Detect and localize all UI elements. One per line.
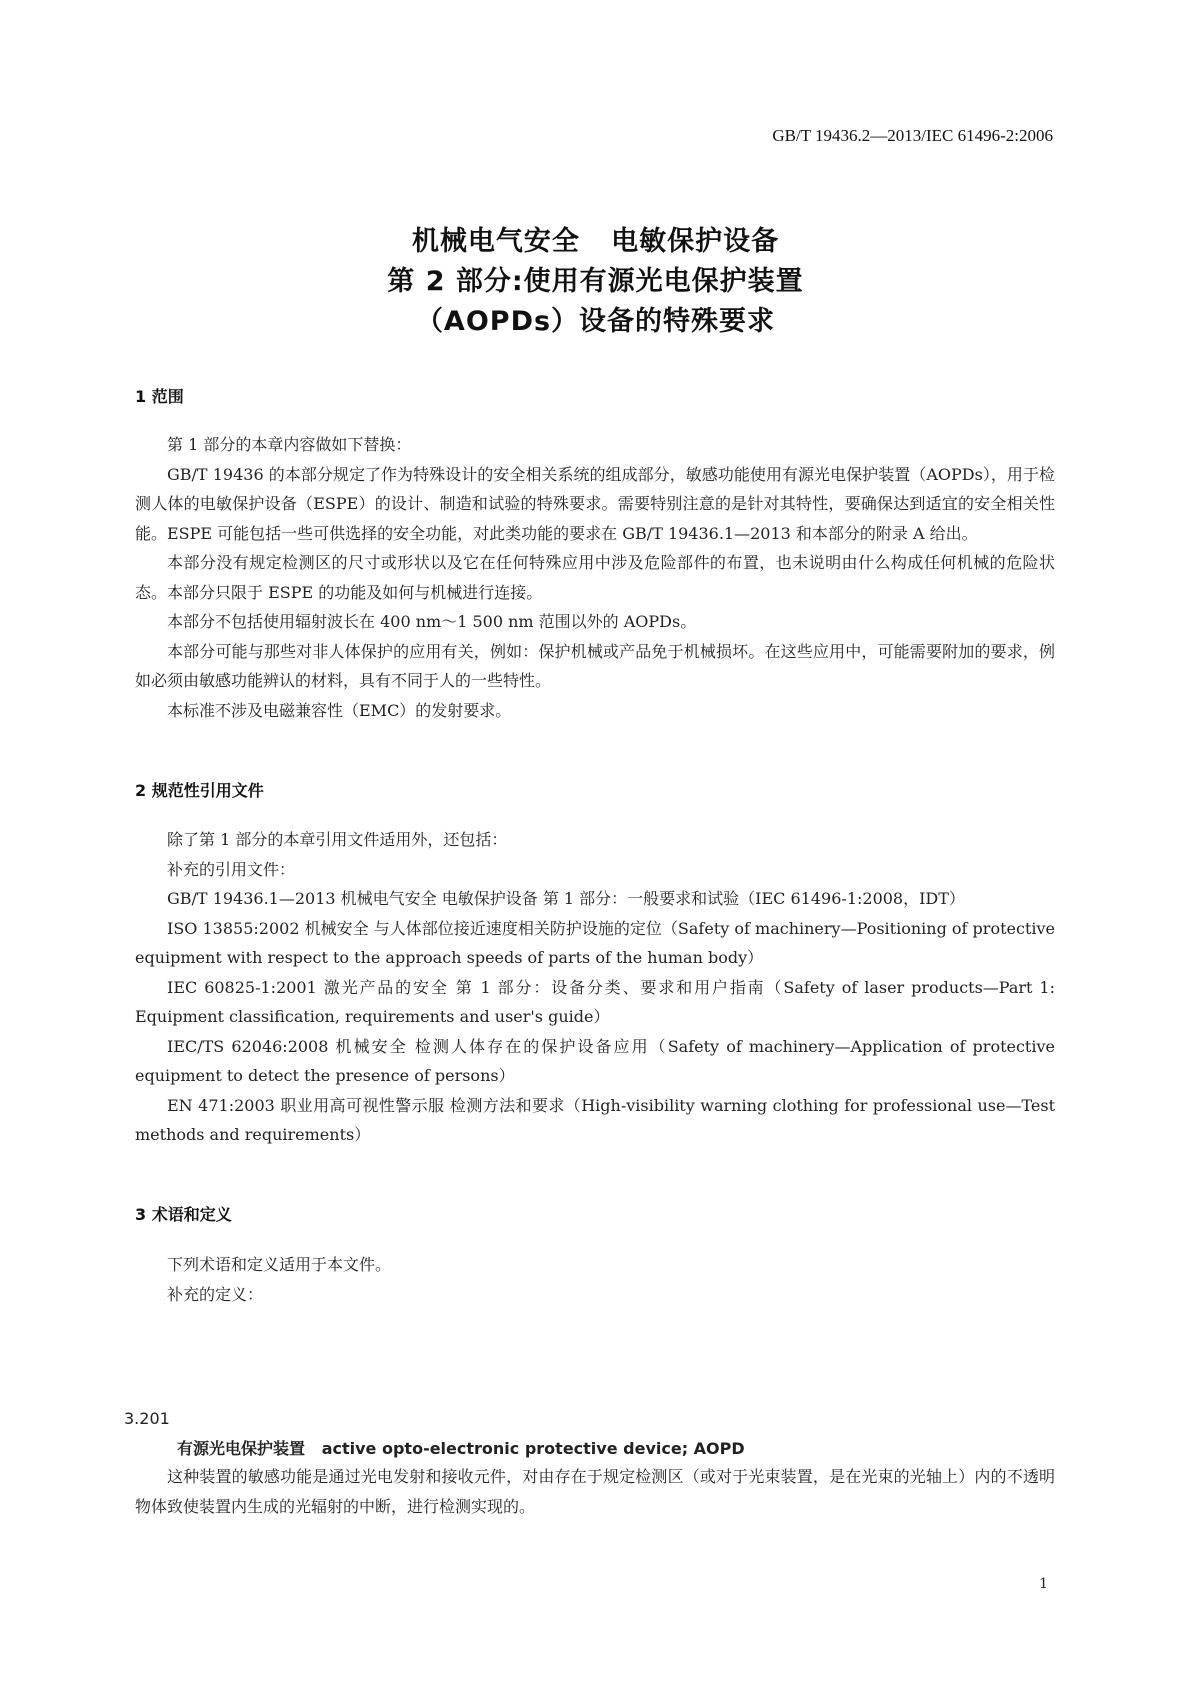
- page-number: 1: [1039, 1576, 1048, 1592]
- section-3-body: [135, 1250, 1055, 1309]
- title-line-3: （AOPDs）设备的特殊要求: [415, 306, 776, 337]
- section-1-body: [135, 430, 1055, 725]
- title-line-2: 第 2 部分:使用有源光电保护装置: [387, 266, 804, 297]
- paragraph: IEC/TS 62046:2008 机械安全 检测人体存在的保护设备应用（Safety of machinery—Application of protective equipment to detect the presence of persons）: [135, 1036, 1055, 1085]
- paragraph: EN 471:2003 职业用高可视性警示服 检测方法和要求（High-visibility warning clothing for professional use—Test methods and requirements）: [135, 1095, 1055, 1144]
- paragraph: 本标准不涉及电磁兼容性（EMC）的发射要求。: [167, 700, 512, 720]
- paragraph: 第 1 部分的本章内容做如下替换：: [167, 435, 412, 454]
- section-1-heading: 1 范围: [135, 387, 184, 406]
- paragraph: 下列术语和定义适用于本文件。: [167, 1255, 392, 1274]
- section-2-heading: 2 规范性引用文件: [135, 781, 264, 800]
- paragraph: 本部分没有规定检测区的尺寸或形状以及它在任何特殊应用中涉及危险部件的布置，也未说明由什么构成任何机械的危险状态。本部分只限于 ESPE 的功能及如何与机械进行连接。: [135, 553, 1055, 602]
- paragraph: 除了第 1 部分的本章引用文件适用外，还包括：: [167, 830, 508, 849]
- section-2-body: [135, 825, 1055, 1150]
- standard-number: GB/T 19436.2—2013/IEC 61496-2:2006: [772, 126, 1053, 145]
- term-definition-block: [135, 1462, 1055, 1521]
- term-name: 有源光电保护装置 active opto-electronic protective device; AOPD: [177, 1439, 745, 1458]
- paragraph: 本部分不包括使用辐射波长在 400 nm～1 500 nm 范围以外的 AOPDs。: [167, 612, 697, 631]
- paragraph: ISO 13855:2002 机械安全 与人体部位接近速度相关防护设施的定位（Safety of machinery—Positioning of protective equipment with respect to the approach speeds of parts of the human body）: [135, 918, 1055, 967]
- paragraph: IEC 60825-1:2001 激光产品的安全 第 1 部分：设备分类、要求和用户指南（Safety of laser products—Part 1: Equipment classification, requirements and user's guide）: [135, 977, 1055, 1026]
- section-3-heading: 3 术语和定义: [135, 1205, 232, 1224]
- paragraph: 补充的定义：: [167, 1284, 264, 1304]
- document-title: [0, 222, 1191, 342]
- paragraph: 补充的引用文件：: [167, 859, 296, 879]
- paragraph: 本部分可能与那些对非人体保护的应用有关，例如：保护机械或产品免于机械损坏。在这些应用中，可能需要附加的要求，例如必须由敏感功能辨认的材料，具有不同于人的一些特性。: [135, 641, 1055, 690]
- term-definition: 这种装置的敏感功能是通过光电发射和接收元件，对由存在于规定检测区（或对于光束装置，是在光束的光轴上）内的不透明物体致使装置内生成的光辐射的中断，进行检测实现的。: [135, 1467, 1055, 1516]
- paragraph: GB/T 19436 的本部分规定了作为特殊设计的安全相关系统的组成部分，敏感功能使用有源光电保护装置（AOPDs），用于检测人体的电敏保护设备（ESPE）的设计、制造和试验的特殊要求。需要特别注意的是针对其特性，要确保达到适宜的安全相关性能。ESPE 可能包括一些可供选择的安全功能，对此类功能的要求在 GB/T 19436.1—2013 和本部分的附录 A 给出。: [135, 464, 1055, 543]
- paragraph: GB/T 19436.1—2013 机械电气安全 电敏保护设备 第 1 部分：一般要求和试验（IEC 61496-1:2008，IDT）: [167, 889, 965, 908]
- term-number: 3.201: [124, 1409, 170, 1428]
- title-line-1: 机械电气安全 电敏保护设备: [411, 226, 780, 257]
